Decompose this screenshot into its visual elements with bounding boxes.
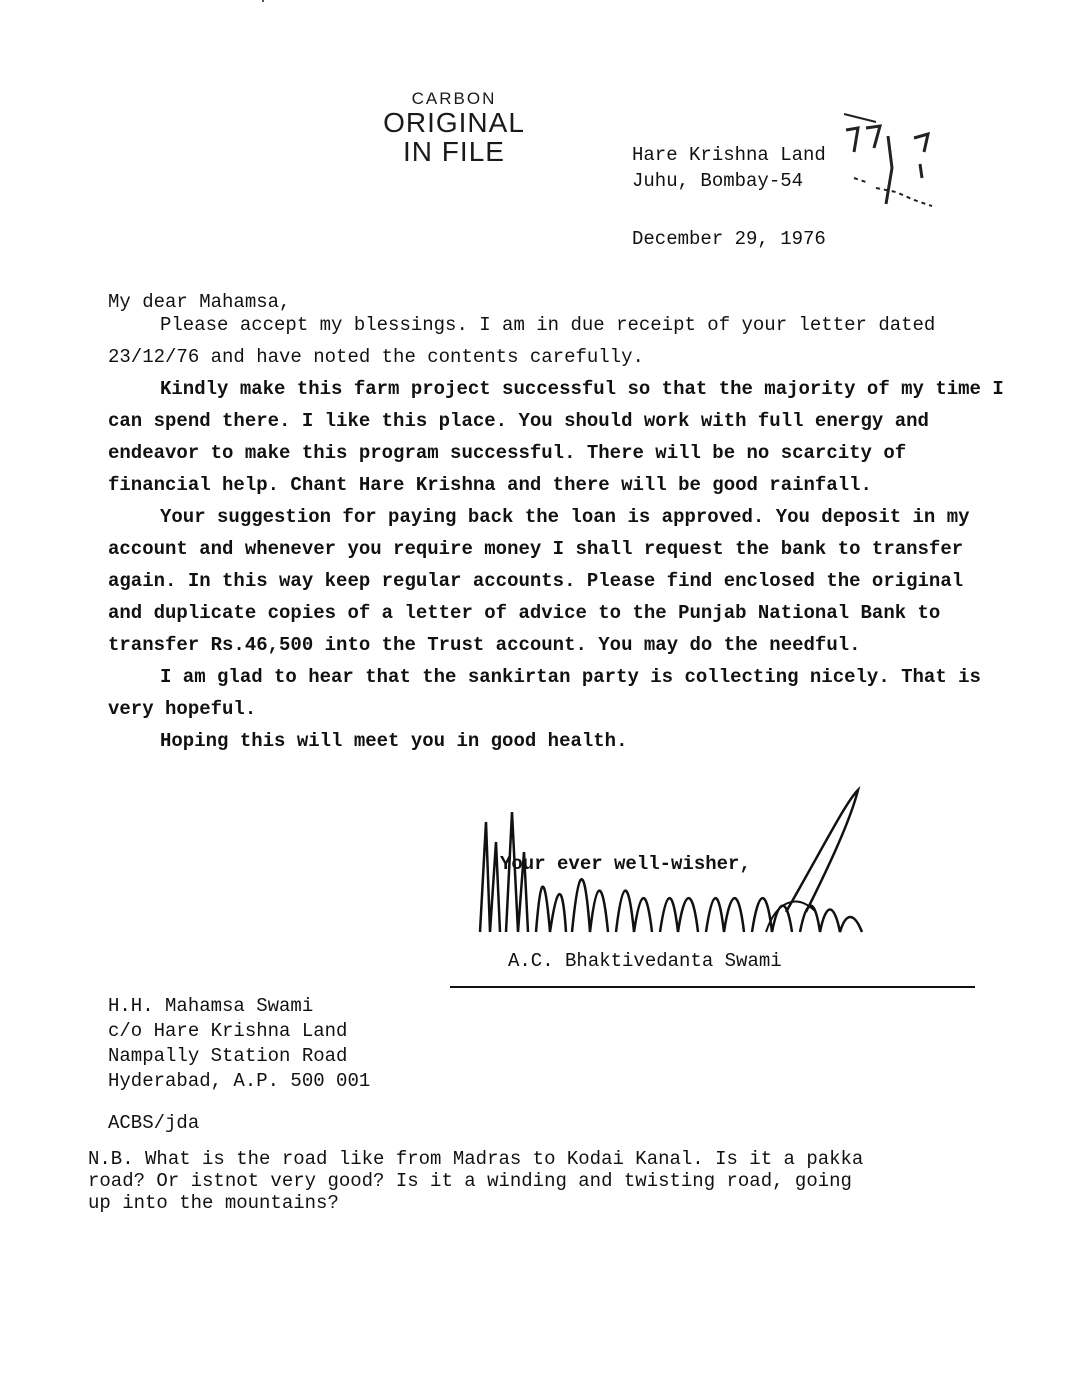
recipient-address	[108, 994, 370, 1094]
paragraph-3: Your suggestion for paying back the loan is approved. You deposit in my account and whenever you require money I shall request the bank to transfer again. In this way keep regular accounts. Please find enclosed the original and duplicate copies of a letter of advice to the Punjab National Bank to transfer Rs.46,500 into the Trust account. You may do the needful.	[108, 506, 981, 656]
postscript-line-3: up into the mountains?	[88, 1192, 339, 1214]
paragraph-2: Kindly make this farm project successful so that the majority of my time I can spend there. I like this place. You should work with full energy and endeavor to make this program successful. There will be no scarcity of financial help. Chant Hare Krishna and there will be good rainfall.	[108, 378, 1016, 496]
closing-line: Your ever well-wisher,	[500, 853, 751, 875]
salutation: My dear Mahamsa,	[108, 291, 291, 313]
recipient-line-1: H.H. Mahamsa Swami	[108, 995, 314, 1017]
letter-body	[108, 309, 1016, 757]
paragraph-5: Hoping this will meet you in good health.	[160, 730, 628, 752]
reference-initials: ACBS/jda	[108, 1112, 200, 1134]
letter-date: December 29, 1976	[632, 228, 826, 250]
paragraph-4: I am glad to hear that the sankirtan party is collecting nicely. That is very hopeful.	[108, 666, 993, 720]
carbon-original-stamp	[374, 90, 534, 167]
postscript	[88, 1148, 1018, 1214]
postscript-line-2: road? Or istnot very good? Is it a winding and twisting road, going	[88, 1170, 852, 1192]
handwritten-mark-icon	[836, 108, 956, 218]
signature-rule	[450, 986, 975, 988]
signer-name: A.C. Bhaktivedanta Swami	[508, 950, 782, 972]
stamp-line-2: ORIGINAL	[383, 106, 525, 138]
recipient-line-4: Hyderabad, A.P. 500 001	[108, 1070, 371, 1092]
sender-address	[632, 142, 826, 194]
recipient-line-3: Nampally Station Road	[108, 1045, 348, 1067]
sender-address-line-1: Hare Krishna Land	[632, 144, 826, 166]
postscript-line-1: N.B. What is the road like from Madras to Kodai Kanal. Is it a pakka	[88, 1148, 864, 1170]
recipient-line-2: c/o Hare Krishna Land	[108, 1020, 348, 1042]
sender-address-line-2: Juhu, Bombay-54	[632, 170, 804, 192]
paragraph-1: Please accept my blessings. I am in due receipt of your letter dated 23/12/76 and have noted the contents carefully.	[108, 314, 947, 368]
stamp-line-1: CARBON	[411, 89, 497, 108]
stamp-line-3: IN FILE	[403, 136, 505, 168]
speck	[262, 0, 264, 2]
